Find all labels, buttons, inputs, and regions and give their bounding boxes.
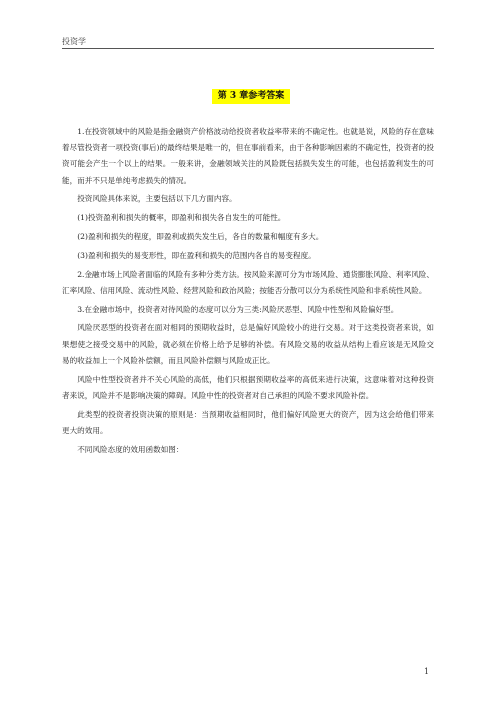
chapter-title: 第 3 章参考答案 [212, 89, 290, 104]
header-title: 投资学 [62, 37, 86, 46]
paragraph-5: (3)盈利和损失的易变形性，即在盈利和损失的范围内各自的易变程度。 [77, 250, 316, 260]
paragraph-8: 风险厌恶型的投资者在面对相同的预期收益时，总是偏好风险较小的进行交易。对于这类投资者来说，如果想使之接受交易中的风险，就必须在价格上给予足够的补偿。有风险交易的收益从结构上看应该是无风险交易的收益加上一个风险补偿额，而且风险补偿额与风险成正比。 [62, 323, 434, 365]
paragraph-10: 此类型的投资者投资决策的原则是：当预期收益相同时，他们偏好风险更大的资产，因为这会给他们带来更大的效用。 [62, 409, 434, 435]
document-body [62, 124, 434, 460]
paragraph-6: 2.金融市场上风险者面临的风险有多种分类方法。按风险来源可分为市场风险、通货膨胀风险、利率风险、汇率风险、信用风险、流动性风险、经营风险和政治风险；按能否分散可以分为系统性风险和非系统性风险。 [62, 269, 434, 295]
header-divider [62, 48, 434, 49]
paragraph-3: (1)投资盈利和损失的概率，即盈利和损失各自发生的可能性。 [77, 213, 286, 223]
paragraph-1: 1.在投资领域中的风险是指金融资产价格波动给投资者收益率带来的不确定性。也就是说，风险的存在意味着尽管投资者一项投资(事后)的最终结果是唯一的，但在事前看来，由于各种影响因素的不确定性，投资者的投资可能会产生一个以上的结果。一般来讲，金融领域关注的风险既包括损失发生的可能，也包括盈利发生的可能，而并不只是单纯考虑损失的情况。 [62, 127, 434, 185]
paragraph-9: 风险中性型投资者并不关心风险的高低，他们只根据预期收益率的高低来进行决策，这意味着对这种投资者来说，风险并不是影响决策的障碍。风险中性的投资者对自己承担的风险不要求风险补偿。 [62, 374, 434, 400]
paragraph-4: (2)盈利和损失的程度，即盈利或损失发生后，各自的数量和幅度有多大。 [77, 232, 324, 241]
paragraph-7: 3.在金融市场中，投资者对待风险的态度可以分为三类:风险厌恶型、风险中性型和风险偏好型。 [77, 304, 399, 314]
paragraph-11: 不同风险态度的效用函数如图： [77, 444, 184, 454]
page-number: 1 [424, 667, 430, 676]
paragraph-2: 投资风险具体来说，主要包括以下几方面内容。 [77, 194, 237, 204]
